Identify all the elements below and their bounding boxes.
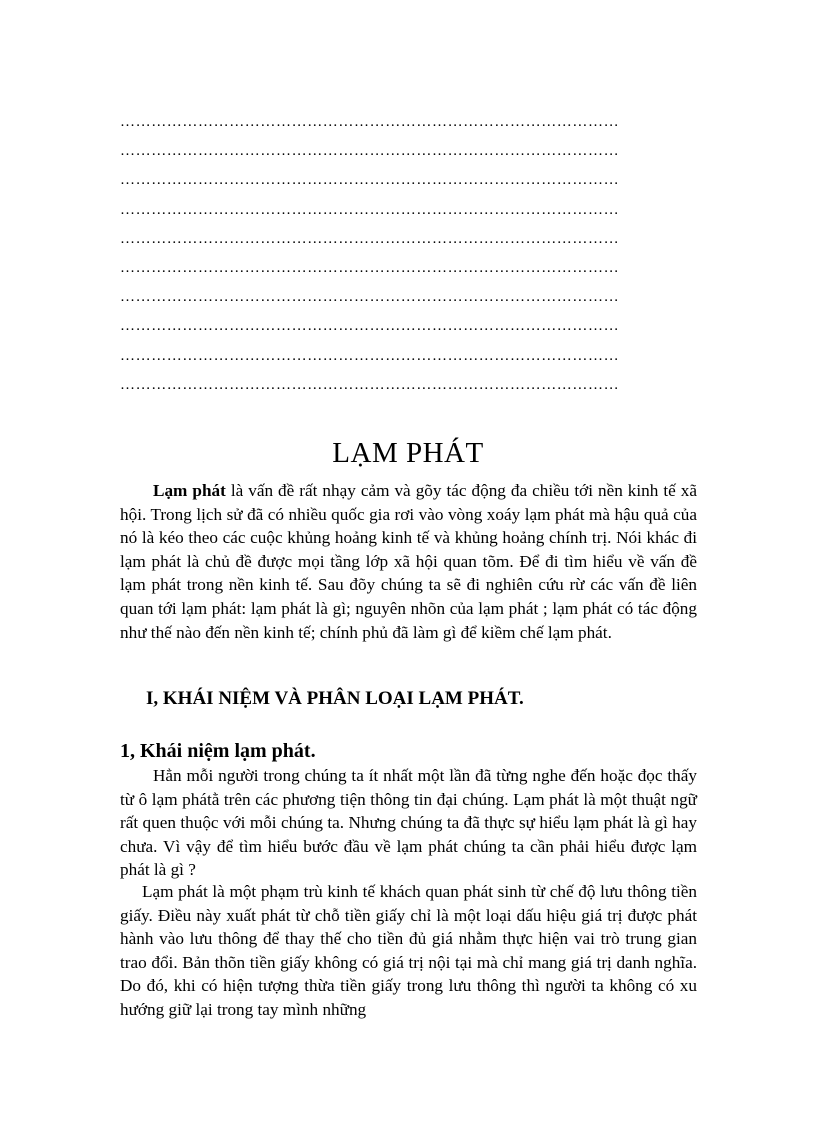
dotted-line: …………………………………………………………………………………… bbox=[120, 289, 620, 306]
dotted-line: …………………………………………………………………………………… bbox=[120, 376, 620, 393]
document-title: LẠM PHÁT bbox=[332, 437, 484, 470]
dotted-lines-block bbox=[120, 108, 685, 400]
dotted-line: …………………………………………………………………………………… bbox=[120, 347, 620, 364]
body-paragraph: Lạm phát là một phạm trù kinh tế khách quan phát sinh từ chế độ lưu thông tiền giấy. Điều này xuất phát từ chỗ tiền giấy chỉ là một loại dấu hiệu giá trị được phát hành vào lưu thông để thay thế cho tiền đủ giá nhằm thực hiện vai trò trung gian trao đổi. Bản thõn tiền giấy không có giá trị nội tại mà chỉ mang giá trị danh nghĩa. Do đó, khi có hiện tượng thừa tiền giấy trong lưu thông thì người ta không có xu hướng giữ lại trong tay mình những bbox=[120, 882, 697, 1019]
dotted-line: …………………………………………………………………………………… bbox=[120, 230, 620, 247]
dotted-line: …………………………………………………………………………………… bbox=[120, 201, 620, 218]
dotted-line: …………………………………………………………………………………… bbox=[120, 259, 620, 276]
dotted-line: …………………………………………………………………………………… bbox=[120, 318, 620, 335]
intro-paragraph bbox=[120, 479, 697, 644]
dotted-line: …………………………………………………………………………………… bbox=[120, 172, 620, 189]
dotted-line: …………………………………………………………………………………… bbox=[120, 114, 620, 130]
body-paragraph: Hẳn mỗi người trong chúng ta ít nhất một lần đã từng nghe đến hoặc đọc thấy từ ô lạm phátằ trên các phương tiện thông tin đại chúng. Lạm phát là một thuật ngữ rất quen thuộc với mỗi chúng ta. Nhưng chúng ta đã thực sự hiểu lạm phát là gì hay chưa. Vì vậy để tìm hiểu bước đầu về lạm phát chúng ta cần phải hiểu được lạm phát là gì ? bbox=[120, 766, 697, 880]
intro-text: là vấn đề rất nhạy cảm và gõy tác động đa chiều tới nền kinh tế xã hội. Trong lịch sử đã có nhiều quốc gia rơi vào vòng xoáy lạm phát mà hậu quả của nó là kéo theo các cuộc khủng hoảng kinh tế và khủng hoảng chính trị. Nói khác đi lạm phát là chủ đề được mọi tầng lớp xã hội quan tõm. Để đi tìm hiểu về vấn đề lạm phát trong nền kinh tế. Sau đõy chúng ta sẽ đi nghiên cứu rừ các vấn đề liên quan tới lạm phát: lạm phát là gì; nguyên nhõn của lạm phát ; lạm phát có tác động như thế nào đến nền kinh tế; chính phủ đã làm gì để kiềm chế lạm phát. bbox=[120, 481, 697, 642]
dotted-line: …………………………………………………………………………………… bbox=[120, 143, 620, 160]
subsection-heading: 1, Khái niệm lạm phát. bbox=[120, 740, 316, 762]
section-heading: I, KHÁI NIỆM VÀ PHÂN LOẠI LẠM PHÁT. bbox=[146, 688, 524, 709]
intro-lead-term: Lạm phát bbox=[153, 481, 226, 500]
